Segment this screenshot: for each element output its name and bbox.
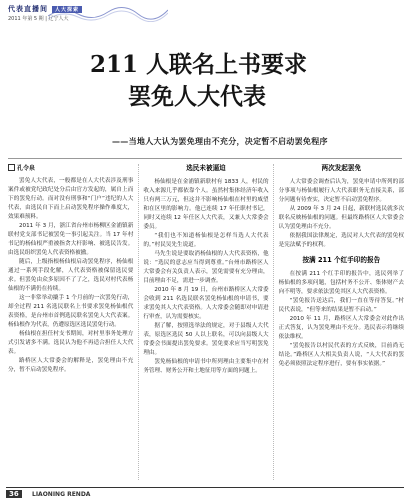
paragraph: 2010 年 8 月 19 日，台州市路桥区人大常委会收到 211 名选民联名罢免杨仙根的申请书，要求罢免其人大代表资格。人大常委会随即对申请进行审查，认为需要核实。 — [143, 287, 269, 320]
paragraph: 在按满 211 个红手印的报告中，选民列举了杨仙根的多项问题，包括村务不公开、集体财产去向不明等，要求依法罢免其区人大代表资格。 — [278, 271, 404, 295]
footer-rule — [6, 487, 404, 488]
section-heading: 两次发起罢免 — [321, 164, 362, 172]
column-title: 代表直播间 — [8, 5, 48, 13]
paragraph: 从 2009 年 3 月 24 日起，新联村选民就多次联名反映杨仙根的问题。但最终路桥区人大常委会认为罢免理由不充分。 — [278, 206, 404, 230]
paragraph: 2011 年 3 月，浙江省台州市杨柳区金浦镇新联村党支部书记被罢免一事引起关注。当 17 年村书记的杨仙根严重被指贪大杆影响、被选民告发。由选民组织罢免人代表资格被撤。 — [8, 223, 134, 256]
paragraph: 罢免人大代表，一般都是在人大代表涉及刑事案件或被党纪政纪处分后由官方发起的，属自上而下的罢免行动。而对没有刑事和“门户”违纪的人大代表，由选民自下而上启动罢免程序操作难度大，效果难预料。 — [8, 178, 134, 220]
paragraph: 罢免杨仙根的申请书中所列理由主要集中在村务管理、财务公开和土地征用等方面的问题上。 — [143, 359, 269, 374]
section-heading: 按满 211 个红手印的报告 — [302, 256, 381, 264]
paragraph: 2010 年 11 月，路桥区人大常委会对此作出正式答复，认为罢免理由不充分。选民表示将继续依法维权。 — [278, 316, 404, 340]
paragraph: “罢免报告以村民代表的方式反映，目前尚无结论。”路桥区人大相关负责人说，“人大代表的罢免必须依照法定程序进行，要有事实依据。” — [278, 343, 404, 367]
magazine-header — [0, 0, 410, 26]
paragraph: 依据我国法律规定，选民对人大代表的罢免权是宪法赋予的权利。 — [278, 233, 404, 248]
issue-line: 2011 年第 5 期 | 辽宁人大 — [8, 16, 69, 22]
byline — [8, 164, 133, 173]
byline-author: 孔令泉 — [17, 165, 36, 172]
title-line-2: 罢免人大代表 — [128, 83, 266, 111]
section-heading: 选民未被逼迫 — [186, 164, 226, 172]
paragraph: 杨仙根是在金浦镇新联村有 1833 人，村民的收入来源几乎都依靠个人。虽然村集体经济年收入只有两三万元，但这并不影响杨仙根在村里的威望和在区里的影响力。他已连续 17 年任职村书记，同时又连续 12 年任区人大代表，又兼人大常委会委员。 — [143, 179, 269, 230]
page-footer — [0, 486, 410, 500]
article-subtitle: ——当地人大认为罢免理由不充分，决定暂不启动罢免程序 — [112, 137, 328, 146]
paragraph: “我们也不知道杨仙根是怎样当选人大代表的。”村民吴先生说道。 — [143, 233, 269, 248]
column-subtag: 人大探索 — [52, 6, 82, 13]
paragraph: 马先生说是要取消杨仙根的人大代表资格，他说：“选民的意志应当得到尊重。”台州市路桥区人大常委会有关负责人表示，罢免需要有充分理由，目前理由不足，需进一步调查。 — [143, 251, 269, 284]
paragraph: “罢免报告送达后，我们一直在等待答复。”村民代表说，“但等来的结果是暂不启动。” — [278, 298, 404, 313]
paragraph: 据了解，按照选举法的规定，对于县级人大代表，原选区选民 50 人以上联名，可以向县级人大常委会书面提出罢免要求。罢免要求应当写明罢免理由。 — [143, 323, 269, 356]
column-kicker — [8, 4, 82, 14]
paragraph: 杨仙根在担任村支书期间，对村里事务处理方式引发诸多不满。选民认为他不再适合担任人大代表。 — [8, 331, 134, 355]
byline-box-icon — [8, 164, 15, 171]
article-title — [60, 52, 360, 111]
divider-rule — [8, 158, 402, 159]
paragraph: 人大常委会调查后认为，罢免申请中所列的部分事项与杨仙根履行人大代表职务无直接关系，部分问题有待查实，决定暂不启动罢免程序。 — [278, 179, 404, 203]
footer-brand: LIAONING RENDA — [32, 491, 91, 498]
paragraph: 这一非常举动撬手 1 个月前的一次罢免行动，却全过程 211 名选民联名上书要求罢免杨仙根代表资格，是台州市首例选民联名罢免人大代表案。杨仙根作为代表，仍遭原选区选民罢免行动。 — [8, 295, 134, 328]
title-line-1: 211 人联名上书要求 — [90, 51, 308, 78]
article-body — [8, 164, 404, 480]
paragraph: 路桥区人大常委会的解释是，罢免理由不充分，暂不启动罢免程序。 — [8, 358, 134, 373]
paragraph: 随后，上级指根杨仙根启动罢免程序，杨仙根通过一系列手段化解，人代表资格被保留选民要求。但罢免由众多原因不了了之，选民对村代表杨仙根的不满仍在持续。 — [8, 259, 134, 292]
page-number: 36 — [6, 490, 22, 498]
